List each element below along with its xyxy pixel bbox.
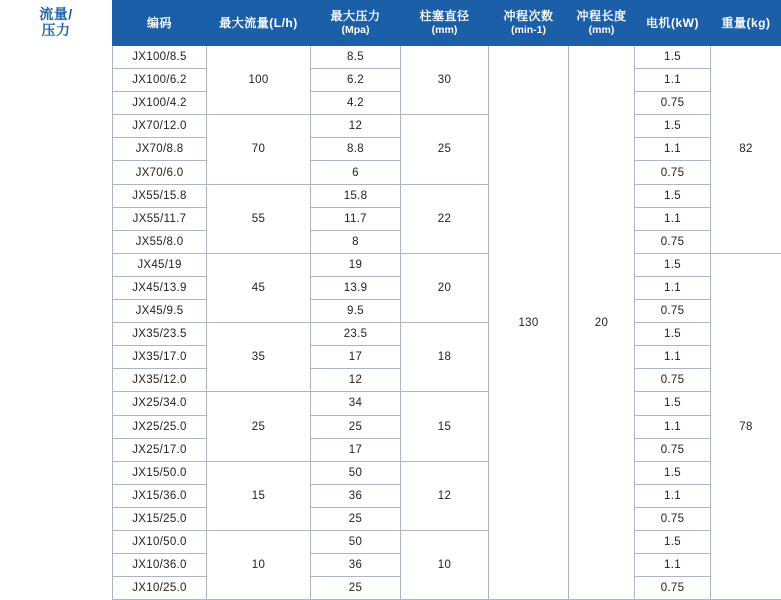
cell-motor: 0.75 xyxy=(635,230,711,253)
table-row xyxy=(113,392,781,415)
column-header-flow-main: 最大流量(L/h) xyxy=(219,16,298,30)
cell-code: JX25/25.0 xyxy=(113,415,207,438)
cell-motor: 1.1 xyxy=(635,276,711,299)
cell-pressure: 17 xyxy=(311,346,401,369)
cell-code: JX35/12.0 xyxy=(113,369,207,392)
cell-pressure: 34 xyxy=(311,392,401,415)
cell-pressure: 15.8 xyxy=(311,184,401,207)
table-row xyxy=(113,184,781,207)
column-header-stroke-length xyxy=(569,1,635,46)
cell-motor: 1.5 xyxy=(635,253,711,276)
cell-code: JX45/9.5 xyxy=(113,300,207,323)
cell-code: JX15/25.0 xyxy=(113,507,207,530)
cell-motor: 1.5 xyxy=(635,184,711,207)
cell-motor: 0.75 xyxy=(635,161,711,184)
cell-pressure: 25 xyxy=(311,577,401,600)
cell-flow: 45 xyxy=(207,253,311,322)
cell-code: JX45/19 xyxy=(113,253,207,276)
column-header-pressure xyxy=(311,1,401,46)
cell-code: JX25/17.0 xyxy=(113,438,207,461)
cell-motor: 0.75 xyxy=(635,507,711,530)
cell-flow: 10 xyxy=(207,530,311,599)
cell-code: JX55/11.7 xyxy=(113,207,207,230)
cell-pressure: 8 xyxy=(311,230,401,253)
cell-flow: 35 xyxy=(207,323,311,392)
cell-motor: 1.5 xyxy=(635,46,711,69)
cell-code: JX70/8.8 xyxy=(113,138,207,161)
table-body xyxy=(113,46,781,600)
cell-diameter: 12 xyxy=(401,461,489,530)
table-row xyxy=(113,253,781,276)
column-header-motor xyxy=(635,1,711,46)
cell-motor: 1.5 xyxy=(635,461,711,484)
column-header-diameter-sub: (mm) xyxy=(401,24,488,37)
corner-label xyxy=(0,0,112,44)
cell-code: JX70/6.0 xyxy=(113,161,207,184)
cell-pressure: 25 xyxy=(311,415,401,438)
cell-motor: 0.75 xyxy=(635,369,711,392)
cell-pressure: 8.5 xyxy=(311,46,401,69)
cell-pressure: 13.9 xyxy=(311,276,401,299)
table-row xyxy=(113,115,781,138)
cell-diameter: 25 xyxy=(401,115,489,184)
cell-code: JX45/13.9 xyxy=(113,276,207,299)
cell-code: JX10/25.0 xyxy=(113,577,207,600)
cell-pressure: 19 xyxy=(311,253,401,276)
cell-code: JX25/34.0 xyxy=(113,392,207,415)
corner-label-line1: 流量/ xyxy=(39,6,72,22)
cell-code: JX10/36.0 xyxy=(113,554,207,577)
cell-pressure: 36 xyxy=(311,554,401,577)
column-header-pressure-sub: (Mpa) xyxy=(311,24,400,37)
cell-pressure: 6 xyxy=(311,161,401,184)
cell-diameter: 15 xyxy=(401,392,489,461)
cell-motor: 0.75 xyxy=(635,438,711,461)
column-header-diameter-main: 柱塞直径 xyxy=(419,9,469,23)
cell-pressure: 36 xyxy=(311,484,401,507)
cell-motor: 0.75 xyxy=(635,92,711,115)
column-header-stroke-length-sub: (mm) xyxy=(569,24,634,37)
cell-weight: 78 xyxy=(711,253,781,599)
cell-motor: 1.5 xyxy=(635,115,711,138)
corner-label-line2: 压力 xyxy=(42,22,71,38)
cell-motor: 0.75 xyxy=(635,577,711,600)
column-header-stroke-count-main: 冲程次数 xyxy=(503,9,553,23)
column-header-weight xyxy=(711,1,781,46)
cell-code: JX15/36.0 xyxy=(113,484,207,507)
column-header-diameter xyxy=(401,1,489,46)
cell-pressure: 4.2 xyxy=(311,92,401,115)
cell-flow: 15 xyxy=(207,461,311,530)
cell-code: JX55/8.0 xyxy=(113,230,207,253)
column-header-motor-main: 电机(kW) xyxy=(646,16,699,30)
cell-flow: 25 xyxy=(207,392,311,461)
column-header-pressure-main: 最大压力 xyxy=(330,9,380,23)
column-header-weight-main: 重量(kg) xyxy=(722,16,771,30)
cell-motor: 1.1 xyxy=(635,138,711,161)
cell-pressure: 9.5 xyxy=(311,300,401,323)
cell-motor: 1.5 xyxy=(635,392,711,415)
cell-pressure: 11.7 xyxy=(311,207,401,230)
cell-pressure: 12 xyxy=(311,115,401,138)
cell-pressure: 8.8 xyxy=(311,138,401,161)
column-header-code-main: 编码 xyxy=(147,16,172,30)
cell-flow: 100 xyxy=(207,46,311,115)
table-row xyxy=(113,461,781,484)
column-header-code xyxy=(113,1,207,46)
cell-motor: 1.5 xyxy=(635,530,711,553)
table-row xyxy=(113,323,781,346)
cell-flow: 55 xyxy=(207,184,311,253)
cell-motor: 1.1 xyxy=(635,484,711,507)
cell-diameter: 22 xyxy=(401,184,489,253)
cell-pressure: 23.5 xyxy=(311,323,401,346)
cell-flow: 70 xyxy=(207,115,311,184)
cell-code: JX10/50.0 xyxy=(113,530,207,553)
cell-code: JX100/8.5 xyxy=(113,46,207,69)
table-header-row xyxy=(113,1,781,46)
table-row xyxy=(113,530,781,553)
cell-pressure: 6.2 xyxy=(311,69,401,92)
cell-code: JX35/23.5 xyxy=(113,323,207,346)
cell-code: JX100/4.2 xyxy=(113,92,207,115)
cell-diameter: 20 xyxy=(401,253,489,322)
cell-stroke-length: 20 xyxy=(569,46,635,600)
specification-table xyxy=(112,0,781,600)
cell-code: JX35/17.0 xyxy=(113,346,207,369)
cell-diameter: 18 xyxy=(401,323,489,392)
column-header-stroke-count-sub: (min-1) xyxy=(489,24,568,37)
cell-motor: 1.1 xyxy=(635,346,711,369)
cell-code: JX55/15.8 xyxy=(113,184,207,207)
cell-motor: 1.1 xyxy=(635,554,711,577)
cell-code: JX15/50.0 xyxy=(113,461,207,484)
cell-motor: 1.1 xyxy=(635,415,711,438)
cell-pressure: 25 xyxy=(311,507,401,530)
cell-weight: 82 xyxy=(711,46,781,254)
cell-motor: 1.1 xyxy=(635,69,711,92)
column-header-stroke-length-main: 冲程长度 xyxy=(576,9,626,23)
column-header-stroke-count xyxy=(489,1,569,46)
cell-motor: 0.75 xyxy=(635,300,711,323)
cell-pressure: 50 xyxy=(311,530,401,553)
cell-code: JX100/6.2 xyxy=(113,69,207,92)
cell-diameter: 30 xyxy=(401,46,489,115)
column-header-flow xyxy=(207,1,311,46)
cell-code: JX70/12.0 xyxy=(113,115,207,138)
cell-pressure: 50 xyxy=(311,461,401,484)
cell-diameter: 10 xyxy=(401,530,489,599)
cell-motor: 1.1 xyxy=(635,207,711,230)
cell-motor: 1.5 xyxy=(635,323,711,346)
cell-pressure: 17 xyxy=(311,438,401,461)
cell-stroke-count: 130 xyxy=(489,46,569,600)
table-row xyxy=(113,46,781,69)
cell-pressure: 12 xyxy=(311,369,401,392)
